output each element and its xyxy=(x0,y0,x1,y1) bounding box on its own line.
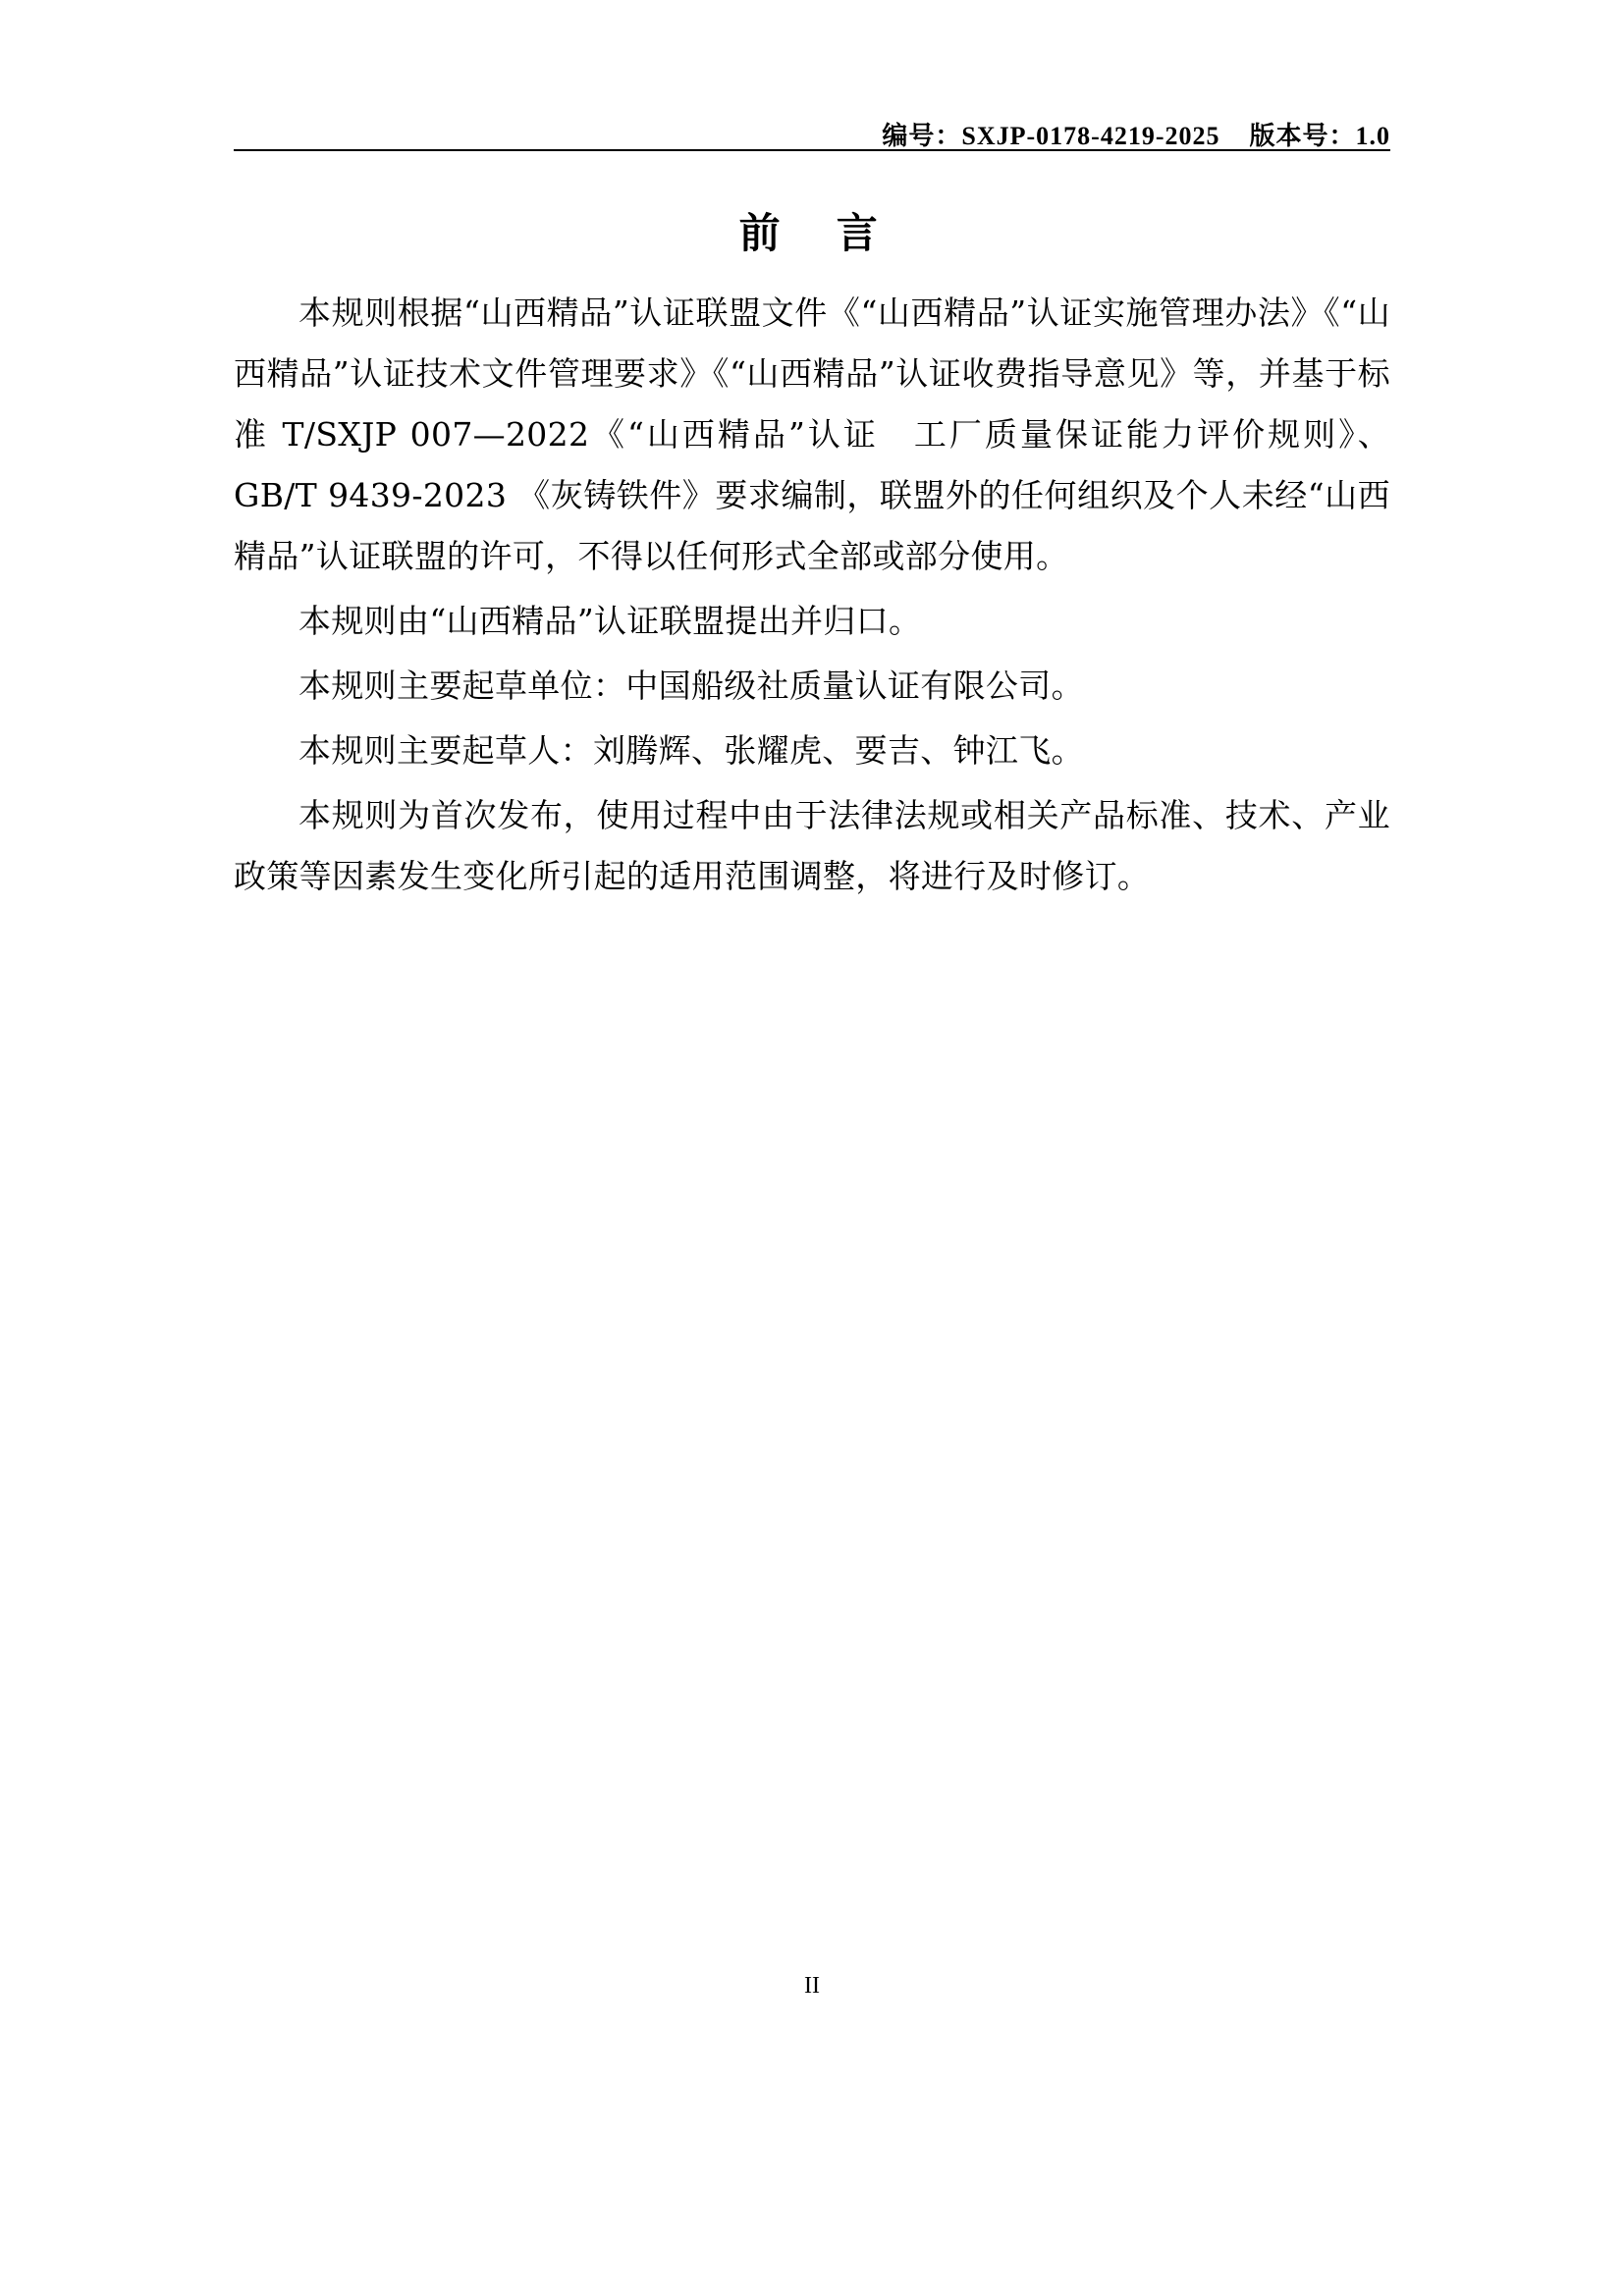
page-title: 前 言 xyxy=(738,209,886,257)
paragraph: 本规则为首次发布，使用过程中由于法律法规或相关产品标准、技术、产业政策等因素发生变化所引起的适用范围调整，将进行及时修订。 xyxy=(234,796,1390,896)
paragraph: 本规则由“山西精品”认证联盟提出并归口。 xyxy=(298,602,922,641)
document-version: 版本号：1.0 xyxy=(1249,122,1390,150)
document-number: 编号：SXJP-0178-4219-2025 xyxy=(882,122,1220,150)
page-number: II xyxy=(804,1973,820,1999)
foreword-body xyxy=(234,283,1390,907)
header-divider xyxy=(234,149,1390,151)
paragraph: 本规则主要起草人：刘腾辉、张耀虎、要吉、钟江飞。 xyxy=(298,731,1084,771)
paragraph: 本规则根据“山西精品”认证联盟文件《“山西精品”认证实施管理办法》《“山西精品”认证技术文件管理要求》《“山西精品”认证收费指导意见》等，并基于标准 T/SXJP 007—2022《“山西精品”认证 工厂质量保证能力评价规则》、GB/T 9439-2023 《灰铸铁件》要求编制，联盟外的任何组织及个人未经“山西精品”认证联盟的许可，不得以任何形式全部或部分使用。 xyxy=(234,294,1390,576)
paragraph: 本规则主要起草单位：中国船级社质量认证有限公司。 xyxy=(298,667,1084,706)
page-header xyxy=(234,116,1390,152)
